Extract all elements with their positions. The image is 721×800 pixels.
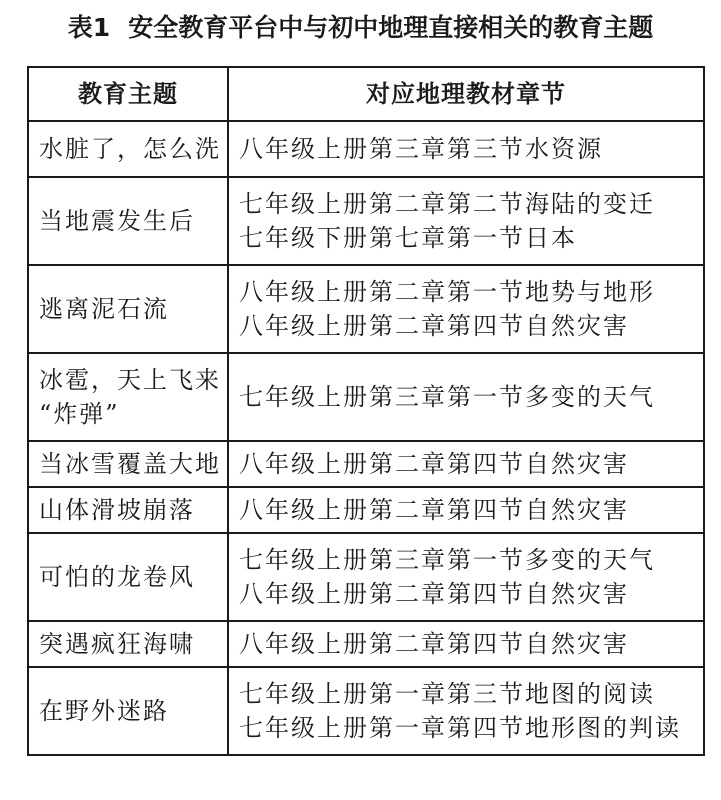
chapters-cell <box>228 265 704 353</box>
table-row <box>28 533 704 621</box>
table-number: 表1 <box>67 13 111 42</box>
chapter-text: 七年级上册第二章第二节海陆的变迁 <box>239 190 655 218</box>
table-row <box>28 353 704 441</box>
chapter-text: 七年级上册第三章第一节多变的天气 <box>239 546 655 574</box>
table-row <box>28 265 704 353</box>
chapter-text: 七年级上册第一章第四节地形图的判读 <box>239 714 681 742</box>
table-row <box>28 487 704 533</box>
chapter-text: 七年级上册第三章第一节多变的天气 <box>239 383 655 411</box>
topic-text: 山体滑坡崩落 <box>39 496 195 524</box>
topic-cell <box>28 177 228 265</box>
table-row <box>28 441 704 487</box>
table-body <box>28 121 704 755</box>
chapter-text: 八年级上册第二章第四节自然灾害 <box>239 450 629 478</box>
topic-cell <box>28 121 228 177</box>
chapter-text: 七年级下册第七章第一节日本 <box>239 224 577 252</box>
header-row <box>28 67 704 121</box>
topic-cell <box>28 441 228 487</box>
topic-text: “炸弹” <box>39 400 120 428</box>
chapter-text: 八年级上册第二章第四节自然灾害 <box>239 312 629 340</box>
chapters-cell <box>228 121 704 177</box>
table-row <box>28 667 704 755</box>
topics-table <box>27 66 705 756</box>
chapter-text: 八年级上册第二章第一节地势与地形 <box>239 278 655 306</box>
chapter-text: 八年级上册第二章第四节自然灾害 <box>239 496 629 524</box>
header-chapters: 对应地理教材章节 <box>228 67 704 121</box>
table-row <box>28 177 704 265</box>
topic-cell <box>28 487 228 533</box>
topic-text: 可怕的龙卷风 <box>39 563 195 591</box>
chapters-cell <box>228 177 704 265</box>
chapter-text: 八年级上册第三章第三节水资源 <box>239 135 603 163</box>
topic-text: 当地震发生后 <box>39 207 195 235</box>
chapters-cell <box>228 621 704 667</box>
chapters-cell <box>228 441 704 487</box>
topic-cell <box>28 667 228 755</box>
topic-cell <box>28 265 228 353</box>
chapter-text: 八年级上册第二章第四节自然灾害 <box>239 580 629 608</box>
table-row <box>28 621 704 667</box>
topic-cell <box>28 533 228 621</box>
topic-cell <box>28 621 228 667</box>
chapters-cell <box>228 667 704 755</box>
topic-text: 突遇疯狂海啸 <box>39 630 195 658</box>
table-row <box>28 121 704 177</box>
topic-text: 当冰雪覆盖大地 <box>39 450 221 478</box>
header-topic: 教育主题 <box>28 67 228 121</box>
chapter-text: 八年级上册第二章第四节自然灾害 <box>239 630 629 658</box>
table-caption <box>0 8 721 48</box>
chapters-cell <box>228 353 704 441</box>
chapter-text: 七年级上册第一章第三节地图的阅读 <box>239 680 655 708</box>
table-title: 安全教育平台中与初中地理直接相关的教育主题 <box>128 13 654 42</box>
topic-text: 在野外迷路 <box>39 697 169 725</box>
topic-text: 冰雹，天上飞来 <box>39 366 221 394</box>
topic-text: 水脏了，怎么洗 <box>39 135 221 163</box>
chapters-cell <box>228 487 704 533</box>
chapters-cell <box>228 533 704 621</box>
topic-cell <box>28 353 228 441</box>
topic-text: 逃离泥石流 <box>39 295 169 323</box>
